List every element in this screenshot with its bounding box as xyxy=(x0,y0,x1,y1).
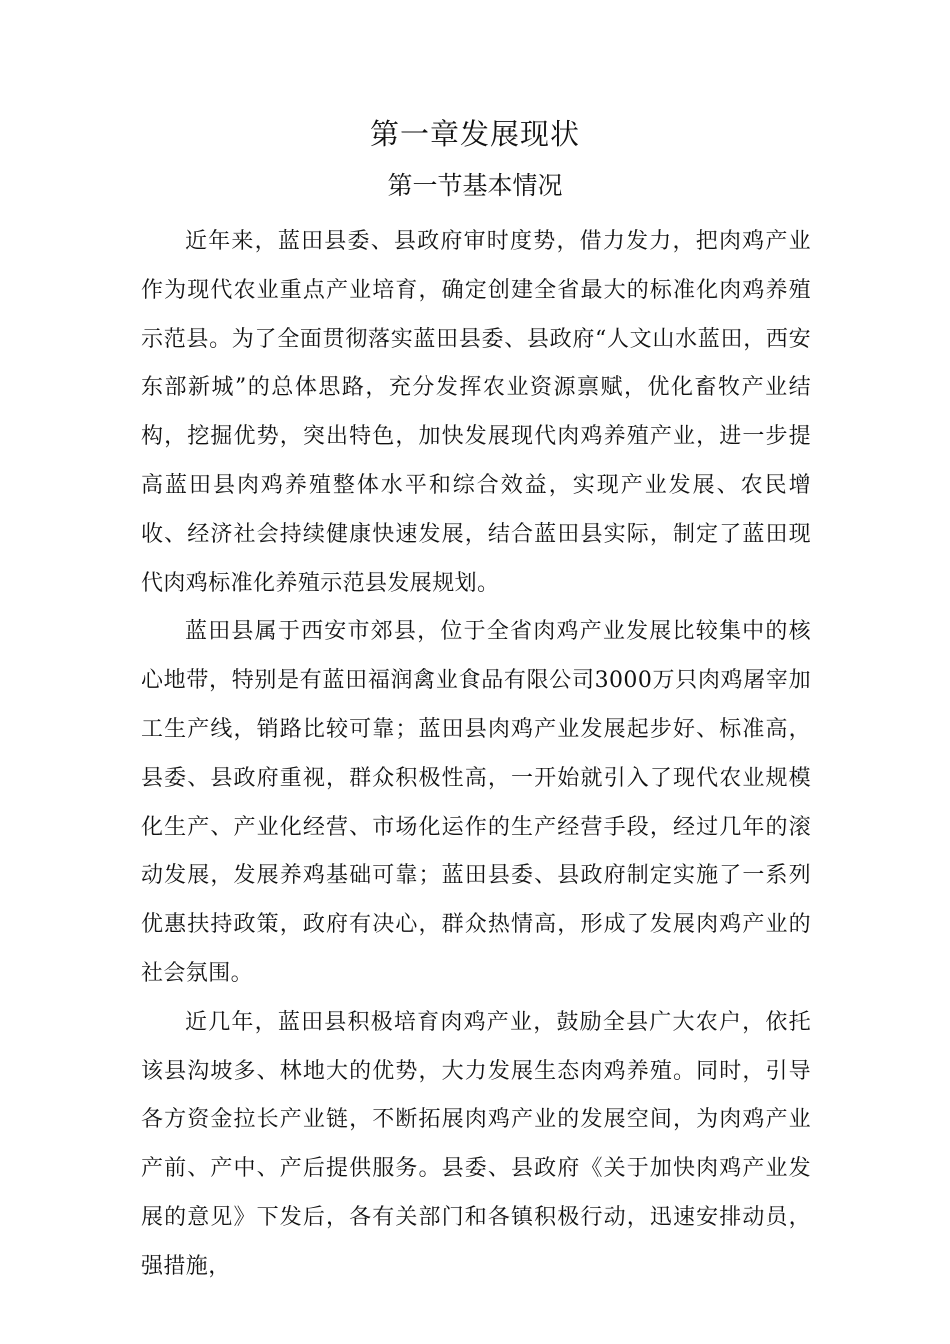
document-body xyxy=(141,218,811,1292)
paragraph: 近几年，蓝田县积极培育肉鸡产业，鼓励全县广大农户，依托该县沟坡多、林地大的优势，大力发展生态肉鸡养殖。同时，引导各方资金拉长产业链，不断拓展肉鸡产业的发展空间，为肉鸡产业产前、产中、产后提供服务。县委、县政府《关于加快肉鸡产业发展的意见》下发后，各有关部门和各镇积极行动，迅速安排动员，强措施， xyxy=(141,1009,811,1279)
section-title: 第一节基本情况 xyxy=(387,171,563,200)
chapter-title: 第一章发展现状 xyxy=(369,117,580,151)
paragraph: 蓝田县属于西安市郊县，位于全省肉鸡产业发展比较集中的核心地带，特别是有蓝田福润禽业食品有限公司3000万只肉鸡屠宰加工生产线，销路比较可靠；蓝田县肉鸡产业发展起步好、标准高，县委、县政府重视，群众积极性高，一开始就引入了现代农业规模化生产、产业化经营、市场化运作的生产经营手段，经过几年的滚动发展，发展养鸡基础可靠；蓝田县委、县政府制定实施了一系列优惠扶持政策，政府有决心，群众热情高，形成了发展肉鸡产业的社会氛围。 xyxy=(141,619,811,986)
paragraph: 近年来，蓝田县委、县政府审时度势，借力发力，把肉鸡产业作为现代农业重点产业培育，确定创建全省最大的标准化肉鸡养殖示范县。为了全面贯彻落实蓝田县委、县政府“人文山水蓝田，西安东部新城”的总体思路，充分发挥农业资源禀赋，优化畜牧产业结构，挖掘优势，突出特色，加快发展现代肉鸡养殖产业，进一步提高蓝田县肉鸡养殖整体水平和综合效益，实现产业发展、农民增收、经济社会持续健康快速发展，结合蓝田县实际，制定了蓝田现代肉鸡标准化养殖示范县发展规划。 xyxy=(141,229,811,596)
